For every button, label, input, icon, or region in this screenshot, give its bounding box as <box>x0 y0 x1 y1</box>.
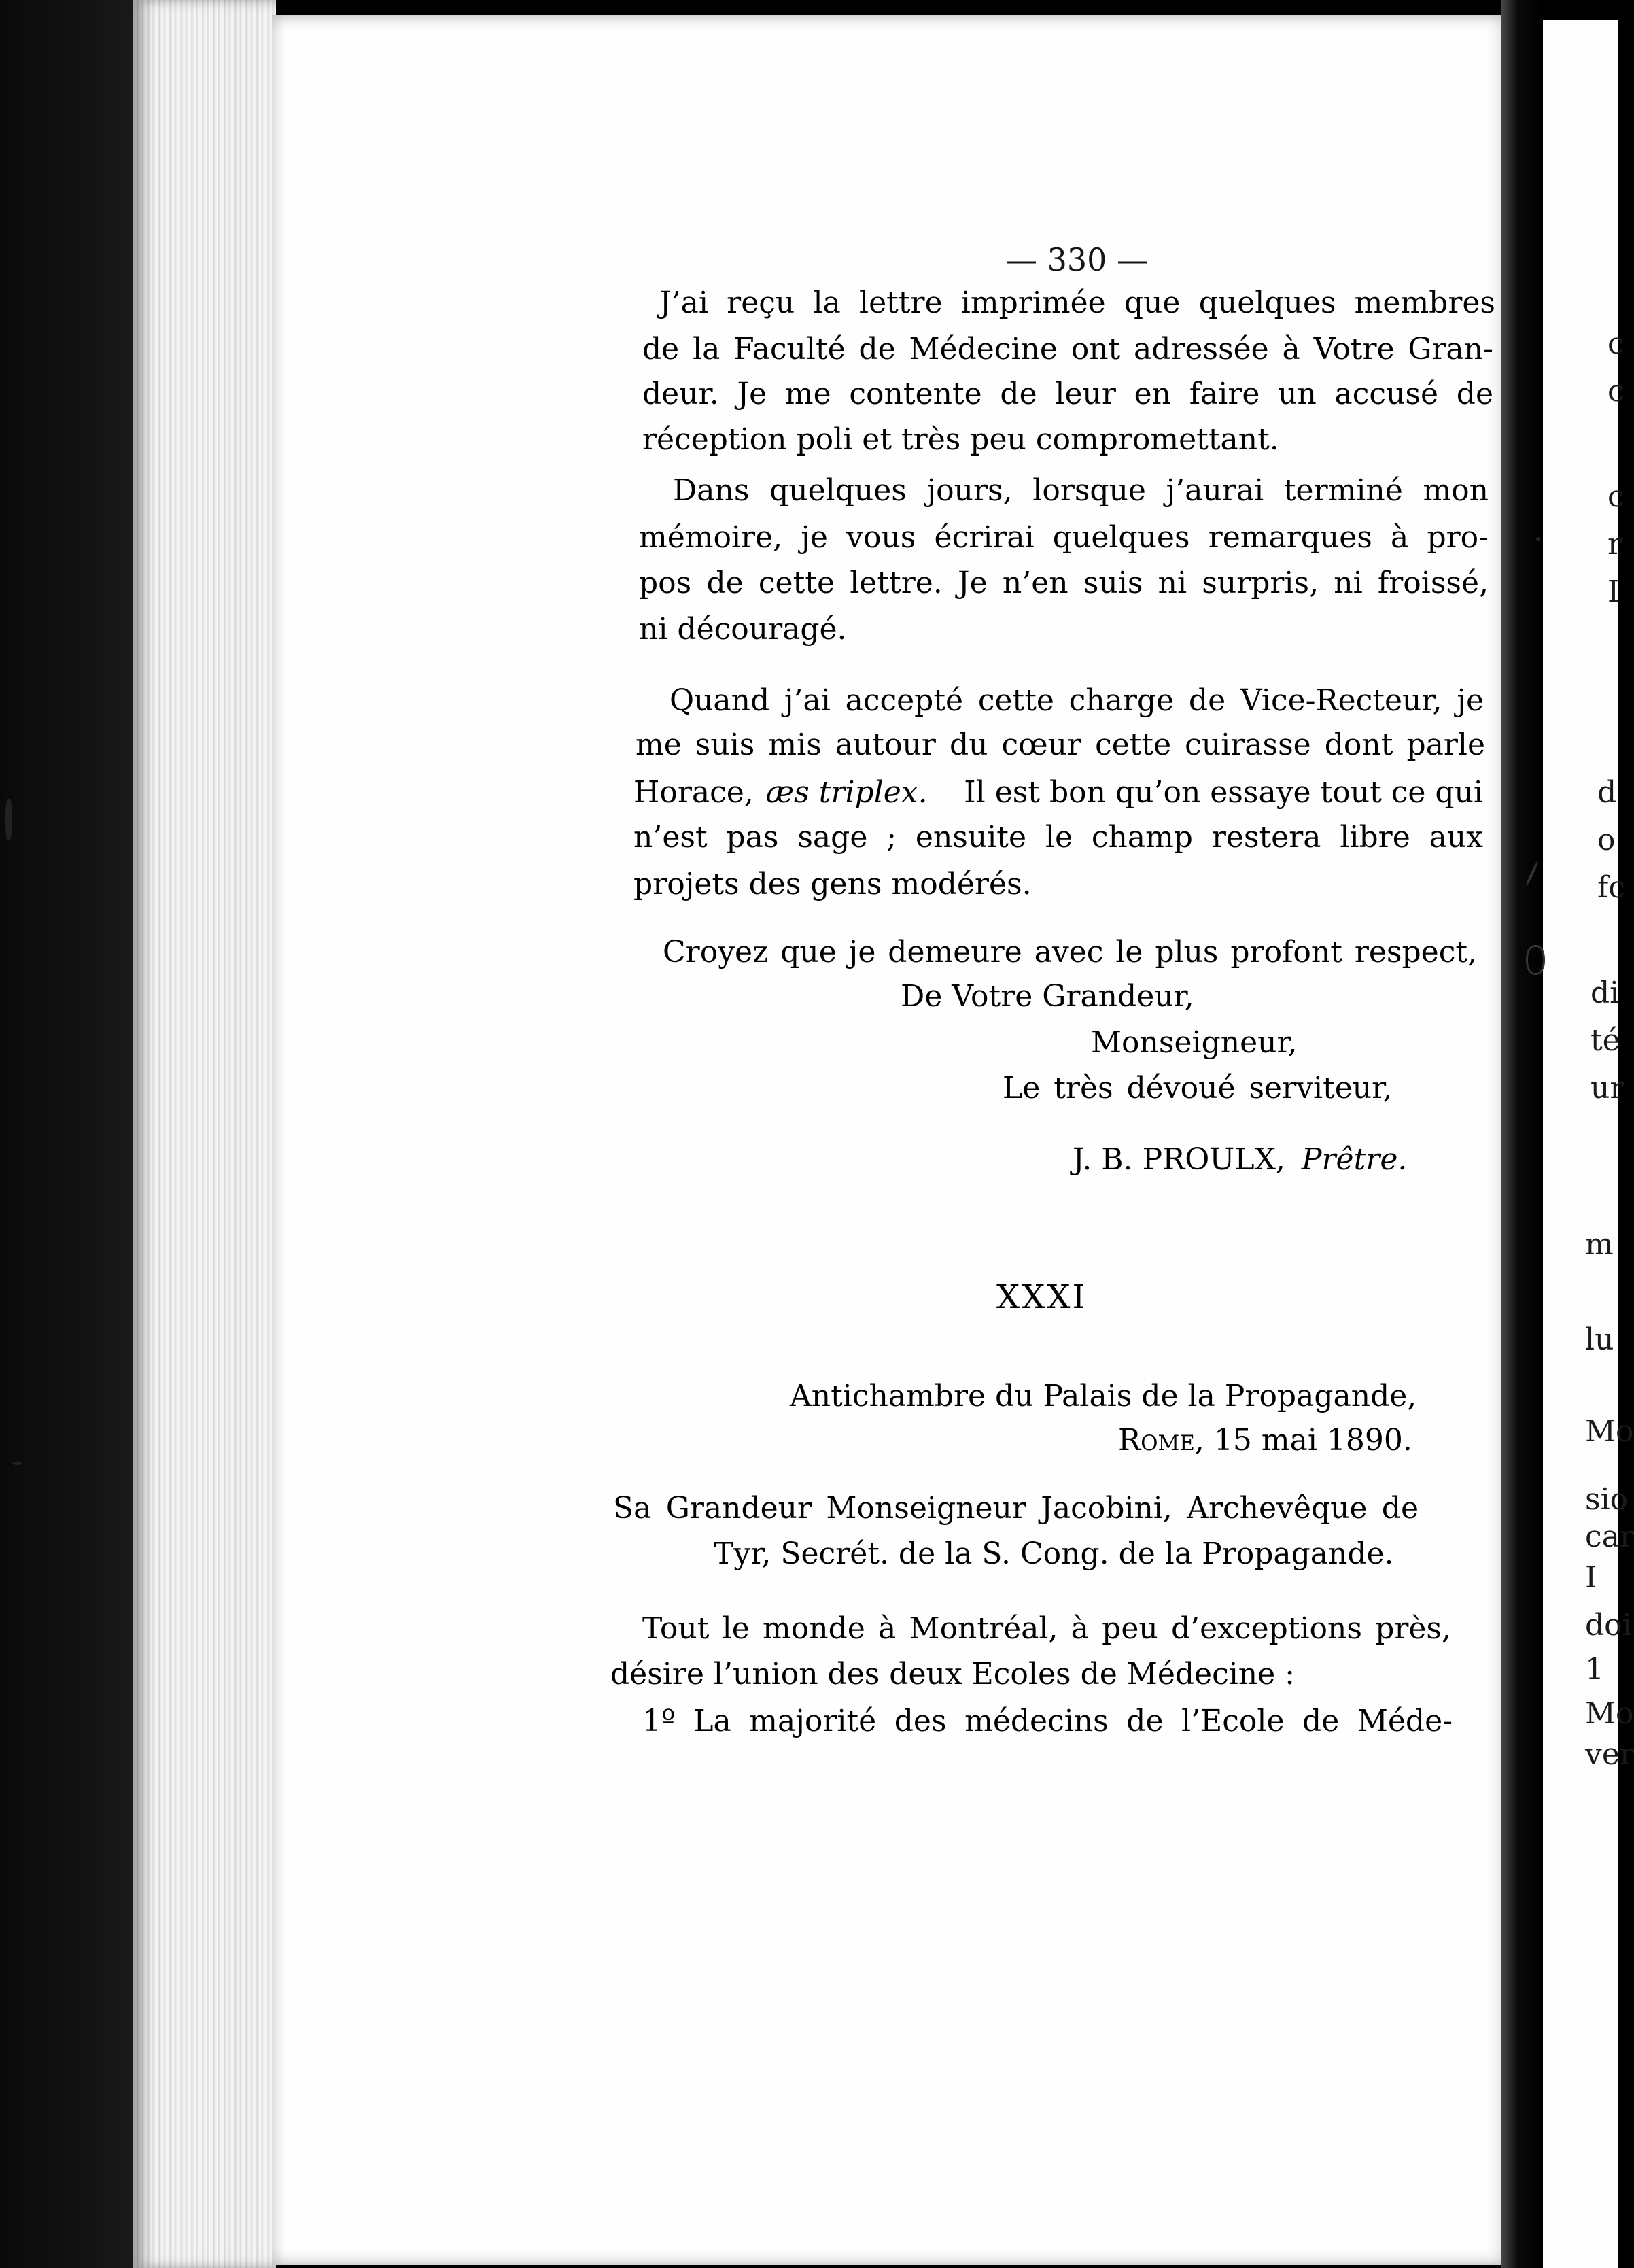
scan-artifact <box>1526 945 1545 975</box>
dateline-date: 15 mai 1890. <box>1213 1423 1412 1458</box>
text-line: Tout le monde à Montréal, à peu d’exceptions près, <box>642 1611 1451 1646</box>
facing-text-fragment: m <box>1585 1227 1614 1262</box>
facing-text-fragment: d <box>1597 775 1617 810</box>
text-line: mémoire, je vous écrirai quelques remarques à pro- <box>639 520 1489 555</box>
facing-text-fragment: I <box>1607 574 1620 609</box>
facing-text-fragment: c <box>1607 374 1624 409</box>
text-fragment: Il est bon qu’on essaye tout ce qui <box>964 775 1483 810</box>
addressee-line: Tyr, Secrét. de la S. Cong. de la Propagande. <box>714 1536 1394 1571</box>
text-line: me suis mis autour du cœur cette cuirasse dont parle <box>636 727 1485 762</box>
facing-page <box>1543 20 1634 2268</box>
text-line: projets des gens modérés. <box>633 867 1032 901</box>
facing-text-fragment: fc <box>1597 870 1625 905</box>
facing-text-fragment: té <box>1590 1023 1620 1058</box>
text-line <box>633 775 1483 810</box>
text-line: Dans quelques jours, lorsque j’aurai terminé mon <box>673 473 1489 508</box>
facing-text-fragment: ur <box>1590 1071 1624 1105</box>
text-line: Quand j’ai accepté cette charge de Vice-Recteur, je <box>670 683 1484 718</box>
left-gutter <box>0 0 136 2268</box>
text-line: pos de cette lettre. Je n’en suis ni surpris, ni froissé, <box>639 566 1489 600</box>
facing-text-fragment: o <box>1597 823 1616 857</box>
closing-line: Le très dévoué serviteur, <box>1003 1071 1393 1105</box>
book-fore-edge <box>133 0 276 2268</box>
facing-text-fragment: di <box>1590 976 1620 1010</box>
facing-text-fragment: car <box>1585 1519 1634 1554</box>
closing-line: De Votre Grandeur, <box>901 979 1194 1014</box>
dateline <box>1118 1423 1412 1458</box>
facing-text-fragment: Mo <box>1585 1696 1634 1731</box>
text-line: n’est pas sage ; ensuite le champ restera libre aux <box>633 820 1483 855</box>
scan-artifact <box>5 799 12 840</box>
text-line: de la Faculté de Médecine ont adressée à Votre Gran- <box>642 332 1493 366</box>
facing-text-fragment: c <box>1607 479 1624 514</box>
signature <box>1073 1142 1407 1177</box>
section-heading: XXXI <box>996 1278 1088 1316</box>
text-line: désire l’union des deux Ecoles de Médecine : <box>610 1657 1295 1691</box>
facing-text-fragment: r <box>1607 527 1622 562</box>
facing-text-fragment: Mo <box>1585 1414 1634 1449</box>
dateline-place: Antichambre du Palais de la Propagande, <box>790 1379 1417 1413</box>
text-line: 1º La majorité des médecins de l’Ecole de Méde- <box>642 1704 1453 1738</box>
signature-name: J. B. PROULX, <box>1073 1142 1285 1177</box>
text-fragment: Horace, <box>633 775 754 810</box>
text-line: réception poli et très peu compromettant. <box>642 422 1279 457</box>
facing-text-fragment: c <box>1607 326 1624 361</box>
binding-shadow <box>1501 0 1543 2268</box>
facing-text-fragment: lu <box>1585 1322 1614 1357</box>
facing-text-fragment: I <box>1585 1560 1597 1595</box>
scan-artifact <box>12 1462 22 1465</box>
text-line: ni découragé. <box>639 612 847 647</box>
signature-title: Prêtre. <box>1301 1142 1408 1177</box>
facing-text-fragment: ver <box>1585 1737 1634 1772</box>
scan-artifact <box>1536 537 1540 541</box>
text-line: deur. Je me contente de leur en faire un accusé de <box>642 377 1493 411</box>
facing-text-fragment: doi <box>1585 1608 1632 1643</box>
addressee-line: Sa Grandeur Monseigneur Jacobini, Archevêque de <box>613 1491 1419 1526</box>
closing-line: Monseigneur, <box>1091 1025 1298 1060</box>
closing-line: Croyez que je demeure avec le plus profont respect, <box>663 935 1477 969</box>
latin-phrase: æs triplex. <box>765 775 928 810</box>
facing-text-fragment: sio <box>1585 1482 1629 1517</box>
page-number: — 330 — <box>1006 241 1149 278</box>
text-line: J’ai reçu la lettre imprimée que quelques membres <box>659 286 1495 320</box>
facing-text-fragment: 1 <box>1585 1652 1604 1687</box>
dateline-city: Rome, <box>1118 1423 1204 1458</box>
